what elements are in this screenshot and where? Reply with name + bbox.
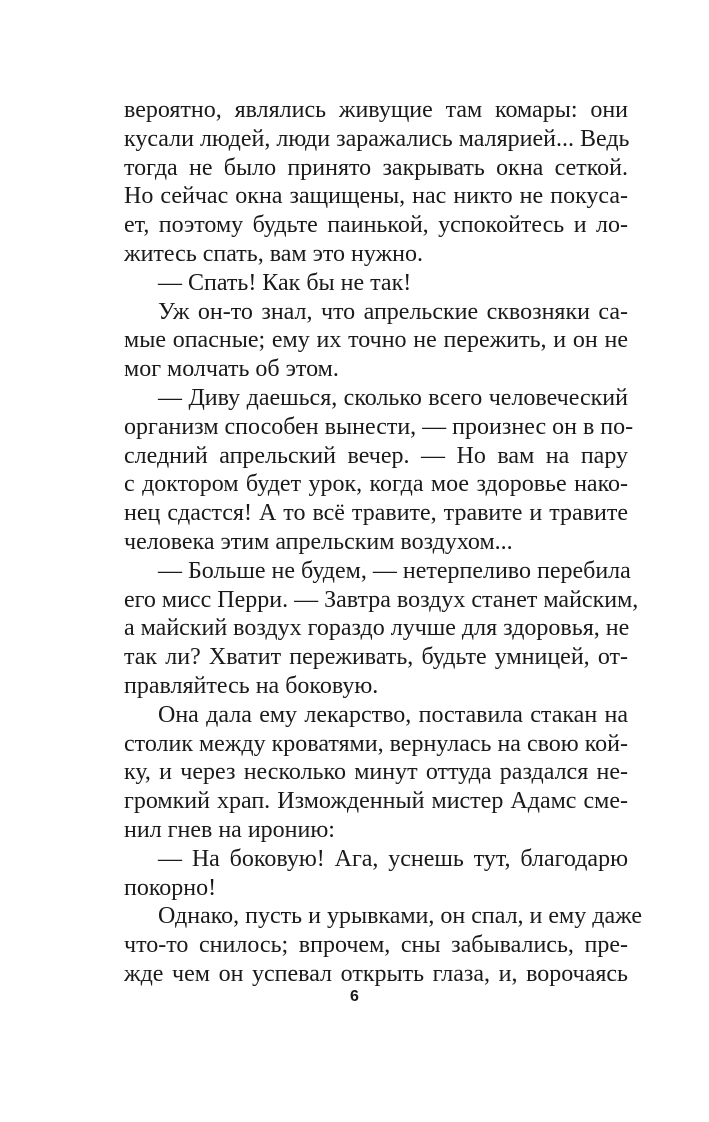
text-line: громкий храп. Изможденный мистер Адамс сме-: [124, 788, 628, 815]
body-text: [124, 96, 643, 989]
text-line: — Спать! Как бы не так!: [158, 269, 412, 296]
text-line: а майский воздух гораздо лучше для здоровья, не: [124, 615, 630, 642]
text-line: — Больше не будем, — нетерпеливо перебила: [158, 557, 631, 584]
text-line: его мисс Перри. — Завтра воздух станет майским,: [124, 586, 639, 613]
text-line: тогда не было принято закрывать окна сеткой.: [124, 154, 628, 181]
text-line: житесь спать, вам это нужно.: [124, 240, 424, 267]
text-line: — Диву даешься, сколько всего человеческий: [158, 384, 628, 411]
text-line: ет, поэтому будьте паинькой, успокойтесь и ло-: [124, 212, 628, 239]
text-line: — На боковую! Ага, уснешь тут, благодарю: [158, 845, 628, 872]
text-line: вероятно, являлись живущие там комары: они: [124, 97, 628, 123]
text-line: с доктором будет урок, когда мое здоровье нако-: [124, 471, 628, 498]
text-line: мог молчать об этом.: [124, 356, 339, 383]
text-line: Уж он-то знал, что апрельские сквозняки са-: [158, 298, 628, 325]
text-line: ку, и через несколько минут оттуда раздался не-: [124, 759, 628, 786]
text-line: нец сдастся! А то всё травите, травите и травите: [124, 500, 628, 527]
text-line: так ли? Хватит переживать, будьте умницей, от-: [124, 644, 628, 671]
text-line: что-то снилось; впрочем, сны забывались, пре-: [124, 932, 628, 959]
page-number: 6: [350, 988, 359, 1005]
text-line: правляйтесь на боковую.: [124, 672, 379, 699]
text-line: нил гнев на иронию:: [124, 816, 335, 843]
text-line: следний апрельский вечер. — Но вам на пару: [124, 442, 628, 469]
text-line: жде чем он успевал открыть глаза, и, ворочаясь: [124, 960, 628, 987]
text-line: Но сейчас окна защищены, нас никто не покуса-: [124, 183, 628, 210]
text-line: кусали людей, люди заражались малярией... Ведь: [124, 125, 630, 152]
text-line: человека этим апрельским воздухом...: [124, 528, 513, 555]
text-line: Она дала ему лекарство, поставила стакан на: [158, 701, 628, 728]
text-line: мые опасные; ему их точно не пережить, и он не: [124, 327, 628, 354]
text-line: столик между кроватями, вернулась на свою кой-: [124, 730, 628, 757]
text-line: Однако, пусть и урывками, он спал, и ему даже: [158, 903, 643, 930]
text-line: покорно!: [124, 874, 217, 901]
text-line: организм способен вынести, — произнес он в по-: [124, 413, 634, 440]
